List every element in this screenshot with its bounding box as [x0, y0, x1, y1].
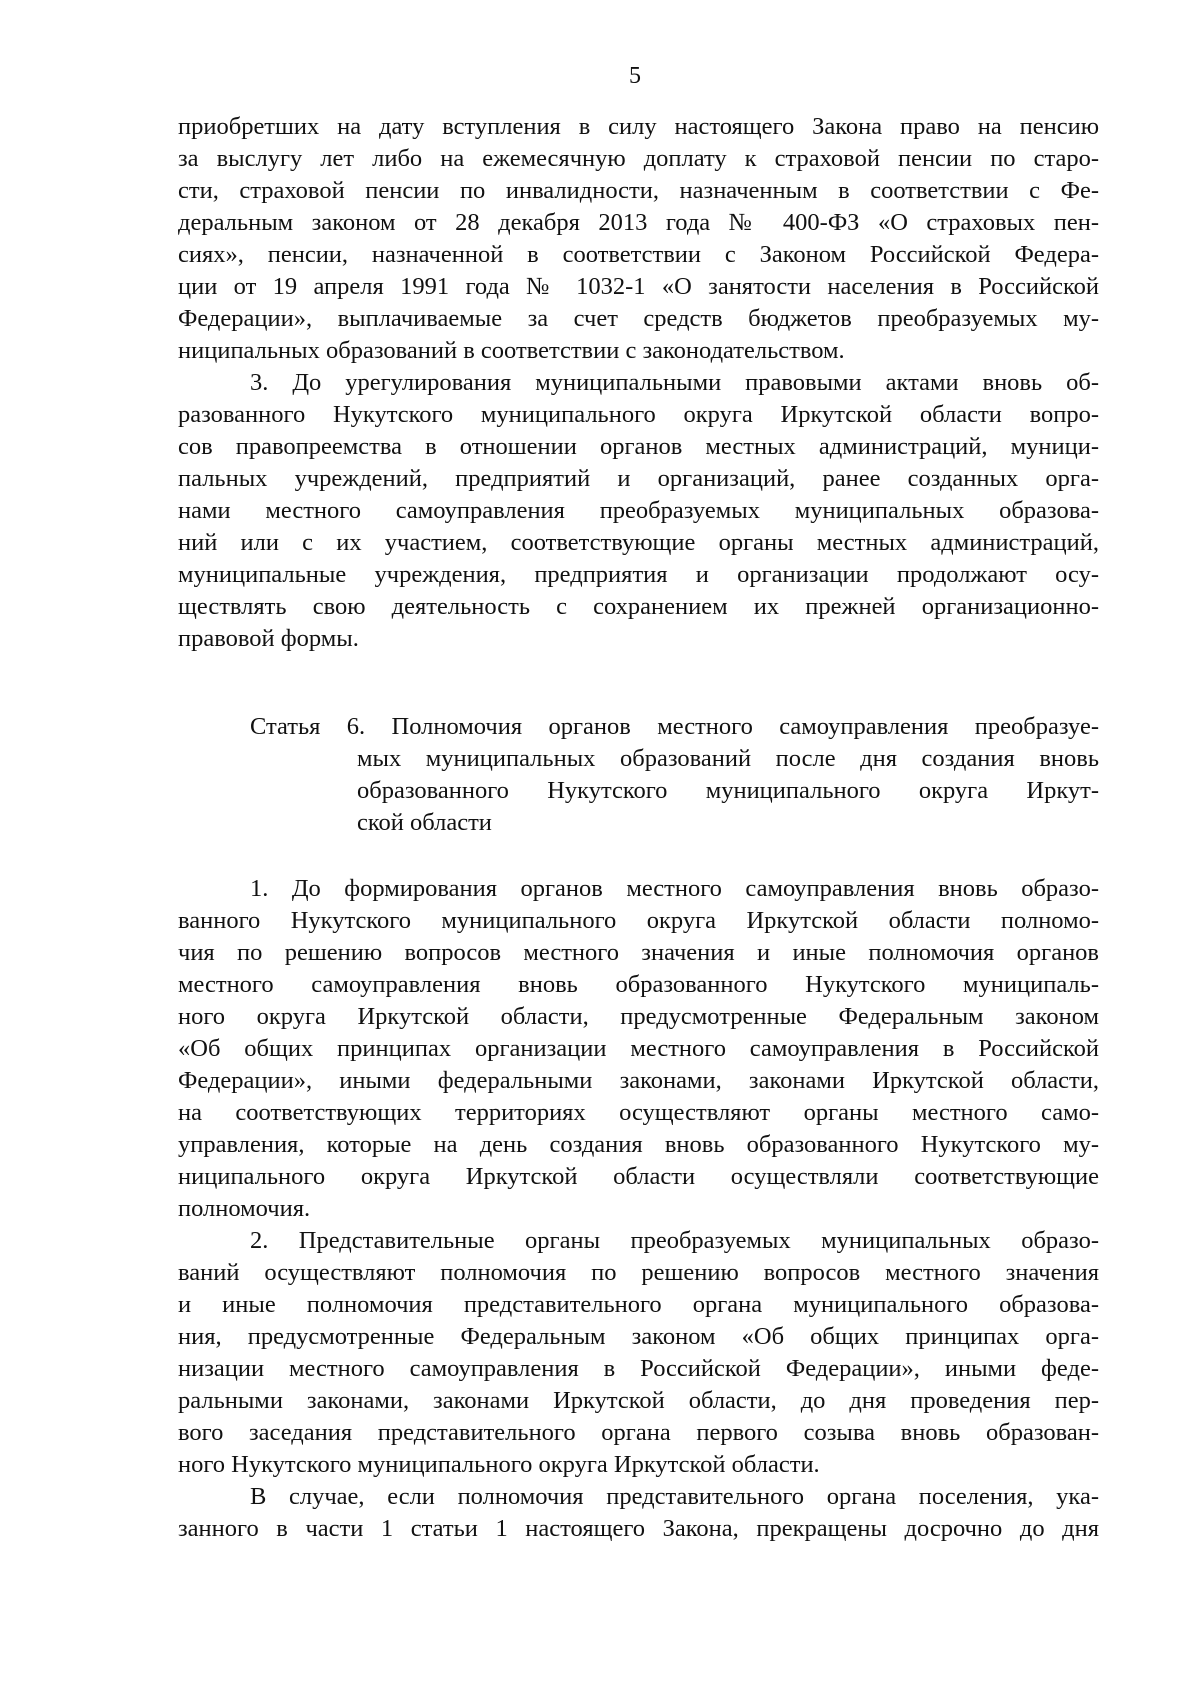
text-line: ного округа Иркутской области, предусмотренные Федеральным законом	[178, 1003, 1099, 1030]
article-heading: ской области	[357, 809, 492, 836]
text-line: ниципального округа Иркутской области осуществляли соответствующие	[178, 1163, 1099, 1190]
text-line: ниципальных образований в соответствии с законодательством.	[178, 337, 845, 364]
article-heading: образованного Нукутского муниципального округа Иркут-	[357, 777, 1099, 804]
text-line: нами местного самоуправления преобразуемых муниципальных образова-	[178, 497, 1099, 524]
text-line: муниципальные учреждения, предприятия и организации продолжают осу-	[178, 561, 1099, 588]
text-line: полномочия.	[178, 1195, 311, 1222]
article-heading: мых муниципальных образований после дня создания вновь	[357, 745, 1099, 772]
text-line: на соответствующих территориях осуществляют органы местного само-	[178, 1099, 1099, 1126]
text-line: ванного Нукутского муниципального округа Иркутской области полномо-	[178, 907, 1099, 934]
text-line: «Об общих принципах организации местного самоуправления в Российской	[178, 1035, 1099, 1062]
text-line: Федерации», иными федеральными законами, законами Иркутской области,	[178, 1067, 1099, 1094]
text-line: и иные полномочия представительного органа муниципального образова-	[178, 1291, 1099, 1318]
text-line: чия по решению вопросов местного значения и иные полномочия органов	[178, 939, 1099, 966]
text-line: ния, предусмотренные Федеральным законом «Об общих принципах орга-	[178, 1323, 1099, 1350]
text-line: 1. До формирования органов местного самоуправления вновь образо-	[250, 875, 1099, 902]
text-line: приобретших на дату вступления в силу настоящего Закона право на пенсию	[178, 113, 1099, 140]
text-line: ний или с их участием, соответствующие органы местных администраций,	[178, 529, 1099, 556]
text-line: пальных учреждений, предприятий и организаций, ранее созданных орга-	[178, 465, 1099, 492]
page-number: 5	[629, 63, 641, 89]
article-heading: Статья 6. Полномочия органов местного самоуправления преобразуе-	[250, 713, 1099, 740]
text-line: ваний осуществляют полномочия по решению вопросов местного значения	[178, 1259, 1099, 1286]
text-line: правовой формы.	[178, 625, 359, 652]
text-line: деральным законом от 28 декабря 2013 года № 400-ФЗ «О страховых пен-	[178, 209, 1099, 236]
text-line: В случае, если полномочия представительного органа поселения, ука-	[250, 1483, 1099, 1510]
text-line: ции от 19 апреля 1991 года № 1032-1 «О занятости населения в Российской	[178, 273, 1099, 300]
text-line: разованного Нукутского муниципального округа Иркутской области вопро-	[178, 401, 1099, 428]
text-line: 2. Представительные органы преобразуемых муниципальных образо-	[250, 1227, 1099, 1254]
text-line: местного самоуправления вновь образованного Нукутского муниципаль-	[178, 971, 1099, 998]
text-line: 3. До урегулирования муниципальными правовыми актами вновь об-	[250, 369, 1099, 396]
text-line: сиях», пенсии, назначенной в соответствии с Законом Российской Федера-	[178, 241, 1099, 268]
text-line: за выслугу лет либо на ежемесячную доплату к страховой пенсии по старо-	[178, 145, 1099, 172]
text-line: низации местного самоуправления в Российской Федерации», иными феде-	[178, 1355, 1099, 1382]
text-line: сти, страховой пенсии по инвалидности, назначенным в соответствии с Фе-	[178, 177, 1099, 204]
text-line: ральными законами, законами Иркутской области, до дня проведения пер-	[178, 1387, 1099, 1414]
text-line: ного Нукутского муниципального округа Иркутской области.	[178, 1451, 820, 1478]
text-line: Федерации», выплачиваемые за счет средств бюджетов преобразуемых му-	[178, 305, 1099, 332]
text-line: сов правопреемства в отношении органов местных администраций, муници-	[178, 433, 1099, 460]
text-line: ществлять свою деятельность с сохранением их прежней организационно-	[178, 593, 1099, 620]
text-line: управления, которые на день создания вновь образованного Нукутского му-	[178, 1131, 1099, 1158]
text-line: вого заседания представительного органа первого созыва вновь образован-	[178, 1419, 1099, 1446]
text-line: занного в части 1 статьи 1 настоящего Закона, прекращены досрочно до дня	[178, 1515, 1099, 1542]
